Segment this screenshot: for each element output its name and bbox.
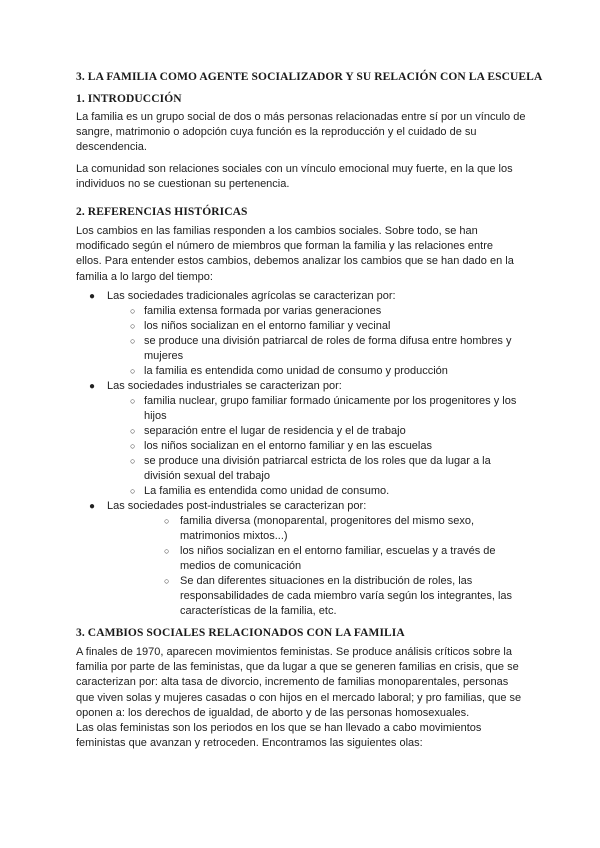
sub-list-item: se produce una división patriarcal de roles de forma difusa entre hombres y mujeres — [144, 335, 512, 363]
subsection-title: 1. INTRODUCCIÓN — [76, 93, 182, 105]
section-heading: 2. REFERENCIAS HISTÓRICAS — [76, 206, 248, 218]
circle-bullet-icon: ○ — [130, 321, 136, 331]
sub-list-item: los niños socializan en el entorno familiar y vecinal — [144, 320, 391, 332]
section-heading: 3. CAMBIOS SOCIALES RELACIONADOS CON LA FAMILIA — [76, 627, 405, 639]
sub-list-item: Se dan diferentes situaciones en la distribución de roles, las responsabilidades de cada miembro varía según los integrantes, las características de la familia, etc. — [180, 575, 513, 618]
paragraph: La familia es un grupo social de dos o más personas relacionadas entre sí por un vínculo de sangre, matrimonio o adopción cuya función es la reproducción y el cuidado de su descendencia. — [76, 111, 526, 154]
sub-list-item: familia nuclear, grupo familiar formado únicamente por los progenitores y los hijos — [144, 395, 517, 423]
circle-bullet-icon: ○ — [130, 441, 136, 451]
list-item: Las sociedades industriales se caracterizan por: — [107, 380, 342, 392]
sub-list-item: los niños socializan en el entorno familiar y en las escuelas — [144, 440, 432, 452]
circle-bullet-icon: ○ — [130, 426, 136, 436]
circle-bullet-icon: ○ — [130, 336, 136, 346]
circle-bullet-icon: ○ — [130, 396, 136, 406]
circle-bullet-icon: ○ — [130, 366, 136, 376]
circle-bullet-icon: ○ — [130, 306, 136, 316]
sub-list-item: familia extensa formada por varias generaciones — [144, 305, 382, 317]
section-title: 3. LA FAMILIA COMO AGENTE SOCIALIZADOR Y SU RELACIÓN CON LA ESCUELA — [76, 71, 543, 83]
bullet-icon: ● — [89, 291, 96, 302]
circle-bullet-icon: ○ — [130, 456, 136, 466]
list-item: Las sociedades tradicionales agrícolas se caracterizan por: — [107, 290, 396, 302]
circle-bullet-icon: ○ — [130, 486, 136, 496]
sub-list-item: separación entre el lugar de residencia y el de trabajo — [144, 425, 406, 437]
bullet-icon: ● — [89, 381, 96, 392]
sub-list-item: familia diversa (monoparental, progenitores del mismo sexo, matrimonios mixtos...) — [180, 515, 475, 543]
circle-bullet-icon: ○ — [164, 546, 170, 556]
paragraph: A finales de 1970, aparecen movimientos feministas. Se produce análisis críticos sobre la familia por parte de las feministas, que da lugar a que se generen familias en crisis, que se caracterizan por: alta tasa de divorcio, incremento de familias monoparentales, personas que viven solas y mujeres casadas o con hijos en el mercado laboral; y pro familias, que se oponen a: los derechos de igualdad, de aborto y de las personas homosexuales. Las olas feministas son los periodos en los que se han llevado a cabo movimientos feministas que avanzan y retroceden. Encontramos las siguientes olas: — [76, 646, 522, 750]
sub-list-item: se produce una división patriarcal estricta de los roles que da lugar a la división sexual del trabajo — [144, 455, 491, 483]
paragraph: La comunidad son relaciones sociales con un vínculo emocional muy fuerte, en la que los individuos no se cuestionan su pertenencia. — [76, 163, 513, 191]
circle-bullet-icon: ○ — [164, 576, 170, 586]
sub-list-item: La familia es entendida como unidad de consumo. — [144, 485, 390, 497]
list-item: Las sociedades post-industriales se caracterizan por: — [107, 500, 367, 512]
sub-list-item: la familia es entendida como unidad de consumo y producción — [144, 365, 448, 377]
sub-list-item: los niños socializan en el entorno familiar, escuelas y a través de medios de comunicación — [180, 545, 496, 573]
bullet-icon: ● — [89, 501, 96, 512]
paragraph: Los cambios en las familias responden a los cambios sociales. Sobre todo, se han modificado según el número de miembros que forman la familia y las relaciones entre ellos. Para entender estos cambios, debemos analizar los cambios que se han dado en la familia a lo largo del tiempo: — [76, 225, 514, 283]
circle-bullet-icon: ○ — [164, 516, 170, 526]
